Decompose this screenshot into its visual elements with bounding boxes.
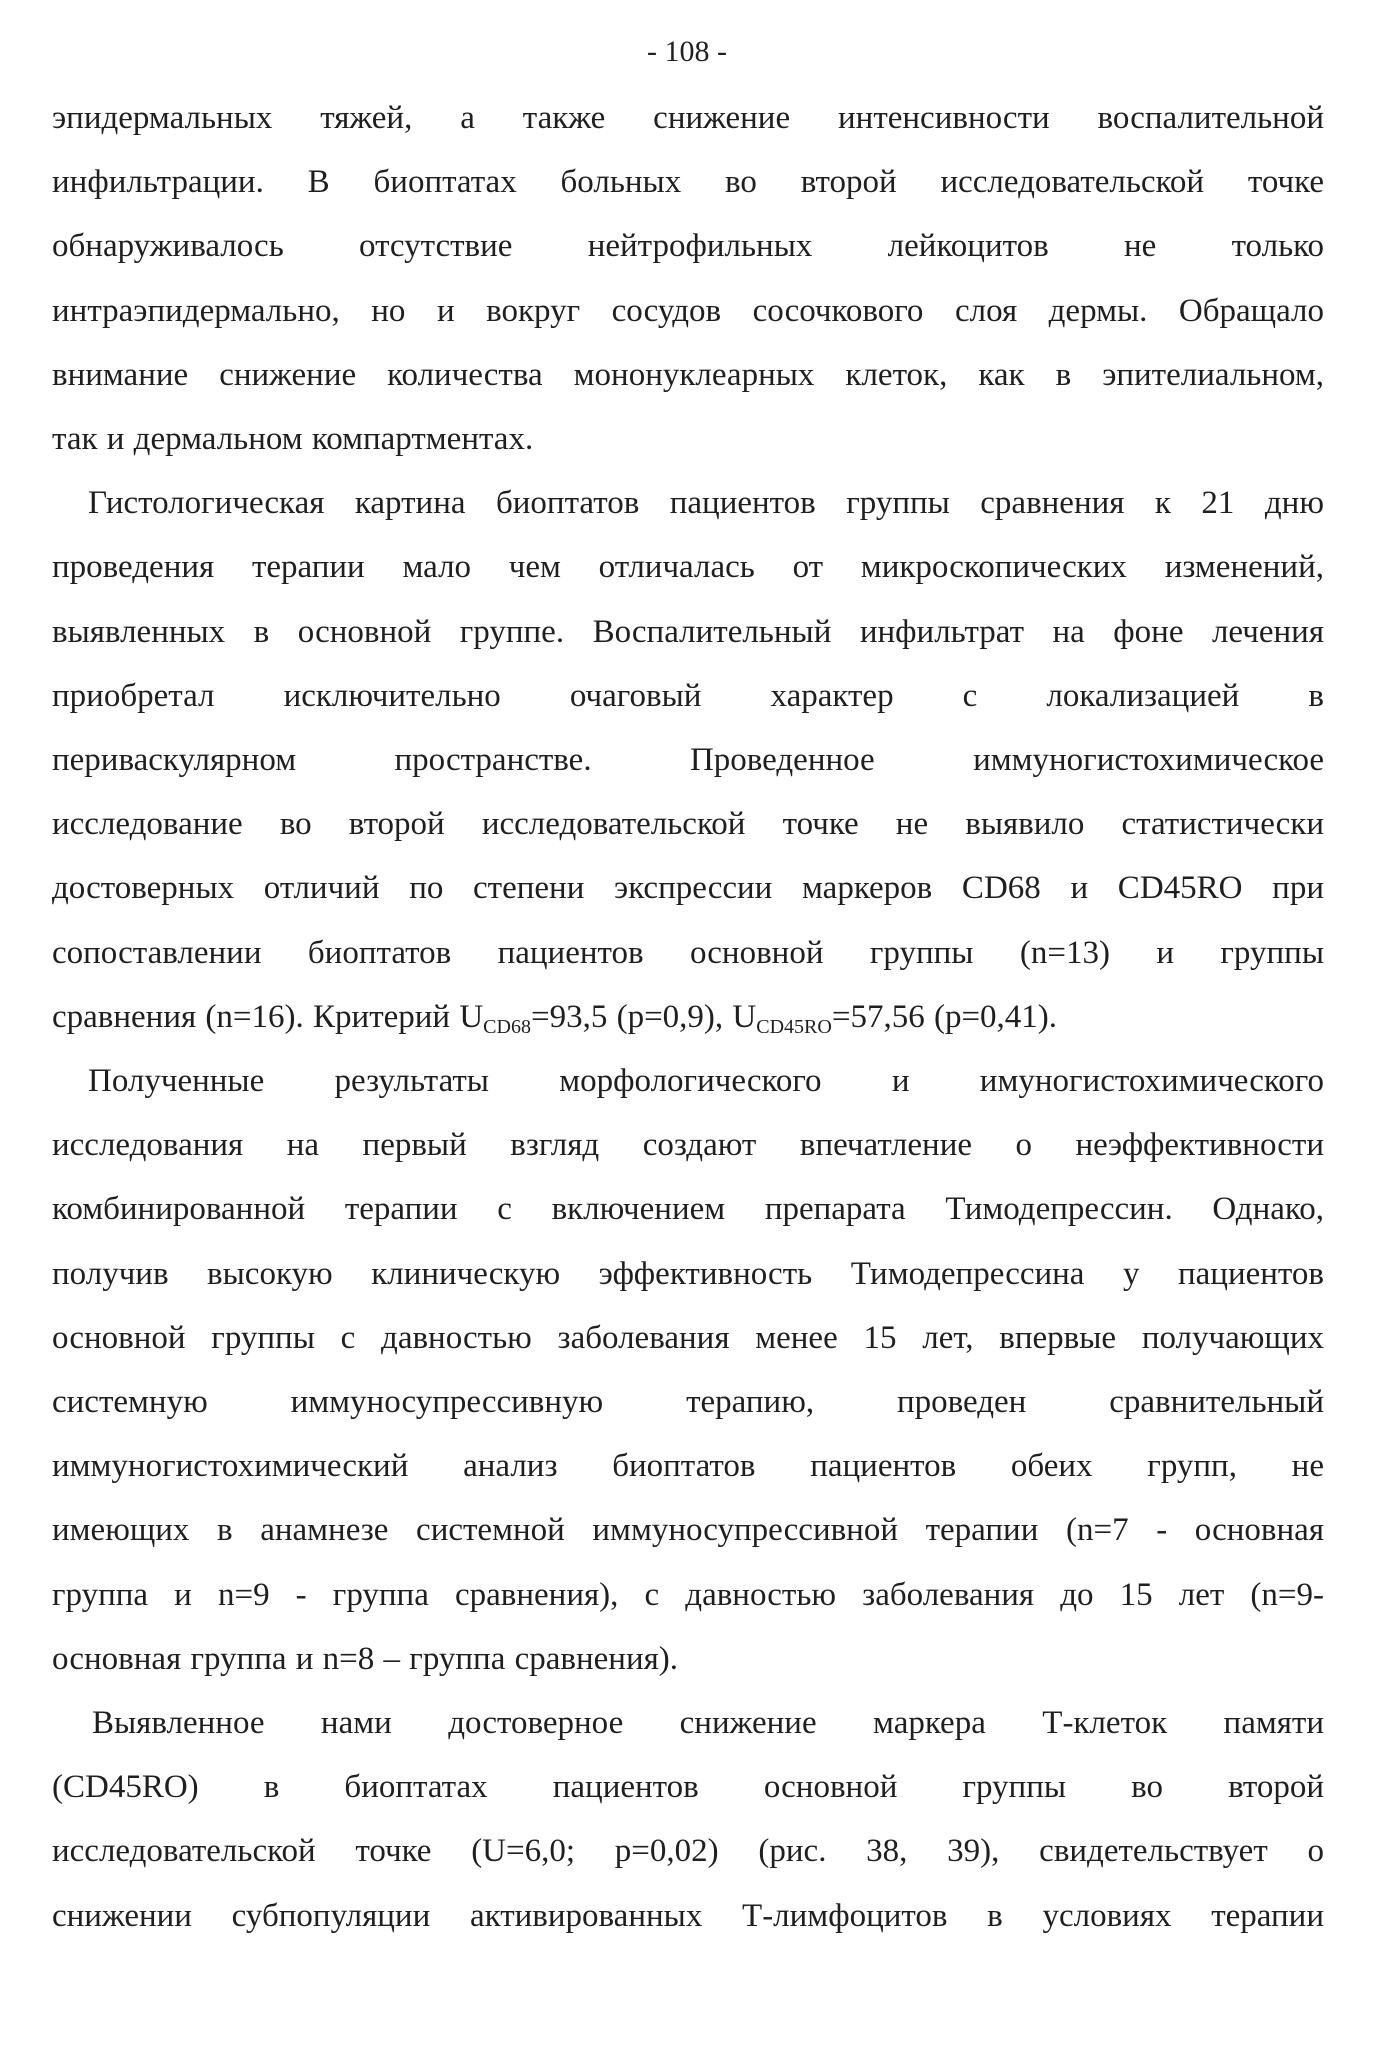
text-line: сопоставлении биоптатов пациентов основной группы (n=13) и группы <box>52 934 1324 971</box>
text-line: исследования на первый взгляд создают впечатление о неэффективности <box>52 1127 1324 1164</box>
text-line: интраэпидермально, но и вокруг сосудов сосочкового слоя дермы. Обращало <box>52 292 1324 329</box>
subscript: CD68 <box>483 1015 531 1038</box>
text-fragment: сравнения (n=16). Критерий U <box>52 998 484 1035</box>
text-line: исследовательской точке (U=6,0; p=0,02) (рис. 38, 39), свидетельствует о <box>52 1833 1324 1870</box>
text-line: Полученные результаты морфологического и имуногистохимического <box>88 1063 1324 1100</box>
paragraph-2 <box>52 471 1324 1049</box>
text-line: обнаруживалось отсутствие нейтрофильных лейкоцитов не только <box>52 228 1324 265</box>
text-line: инфильтрации. В биоптатах больных во второй исследовательской точке <box>52 164 1324 201</box>
text-line: комбинированной терапии с включением препарата Тимодепрессин. Однако, <box>52 1191 1324 1228</box>
text-line: основная группа и n=8 – группа сравнения). <box>52 1640 679 1677</box>
body-text <box>52 86 1324 1948</box>
paragraph-1 <box>52 86 1324 471</box>
text-line: так и дермальном компартментах. <box>52 421 534 458</box>
subscript: CD45RO <box>756 1015 832 1038</box>
text-line: системную иммуносупрессивную терапию, проведен сравнительный <box>52 1384 1324 1421</box>
text-line: Гистологическая картина биоптатов пациентов группы сравнения к 21 дню <box>88 485 1324 522</box>
text-fragment: =57,56 (p=0,41). <box>831 998 1058 1035</box>
paragraph-4 <box>52 1691 1324 1948</box>
text-line-statistics <box>52 985 1324 1049</box>
paragraph-3 <box>52 1049 1324 1691</box>
text-line: имеющих в анамнезе системной иммуносупрессивной терапии (n=7 - основная <box>52 1512 1324 1549</box>
text-line: (CD45RO) в биоптатах пациентов основной группы во второй <box>52 1769 1324 1806</box>
text-line: проведения терапии мало чем отличалась от микроскопических изменений, <box>52 549 1324 586</box>
text-line: иммуногистохимический анализ биоптатов пациентов обеих групп, не <box>52 1448 1324 1485</box>
text-line: получив высокую клиническую эффективность Тимодепрессина у пациентов <box>52 1255 1324 1292</box>
text-fragment: =93,5 (p=0,9), U <box>530 998 757 1035</box>
text-line: периваскулярном пространстве. Проведенное иммуногистохимическое <box>52 742 1324 779</box>
text-line: внимание снижение количества мононуклеарных клеток, как в эпителиальном, <box>52 356 1324 393</box>
text-line: основной группы с давностью заболевания менее 15 лет, впервые получающих <box>52 1319 1324 1356</box>
text-line: приобретал исключительно очаговый характер с локализацией в <box>52 677 1324 714</box>
text-line: выявленных в основной группе. Воспалительный инфильтрат на фоне лечения <box>52 613 1324 650</box>
text-line: исследование во второй исследовательской точке не выявило статистически <box>52 806 1324 843</box>
text-line: достоверных отличий по степени экспрессии маркеров CD68 и CD45RO при <box>52 870 1324 907</box>
text-line: эпидермальных тяжей, а также снижение интенсивности воспалительной <box>52 100 1324 136</box>
text-line: группа и n=9 - группа сравнения), с давностью заболевания до 15 лет (n=9- <box>52 1576 1324 1613</box>
text-line: Выявленное нами достоверное снижение маркера Т-клеток памяти <box>92 1705 1324 1742</box>
page-number: - 108 - <box>647 35 727 68</box>
text-line: снижении субпопуляции активированных Т-лимфоцитов в условиях терапии <box>52 1897 1324 1934</box>
